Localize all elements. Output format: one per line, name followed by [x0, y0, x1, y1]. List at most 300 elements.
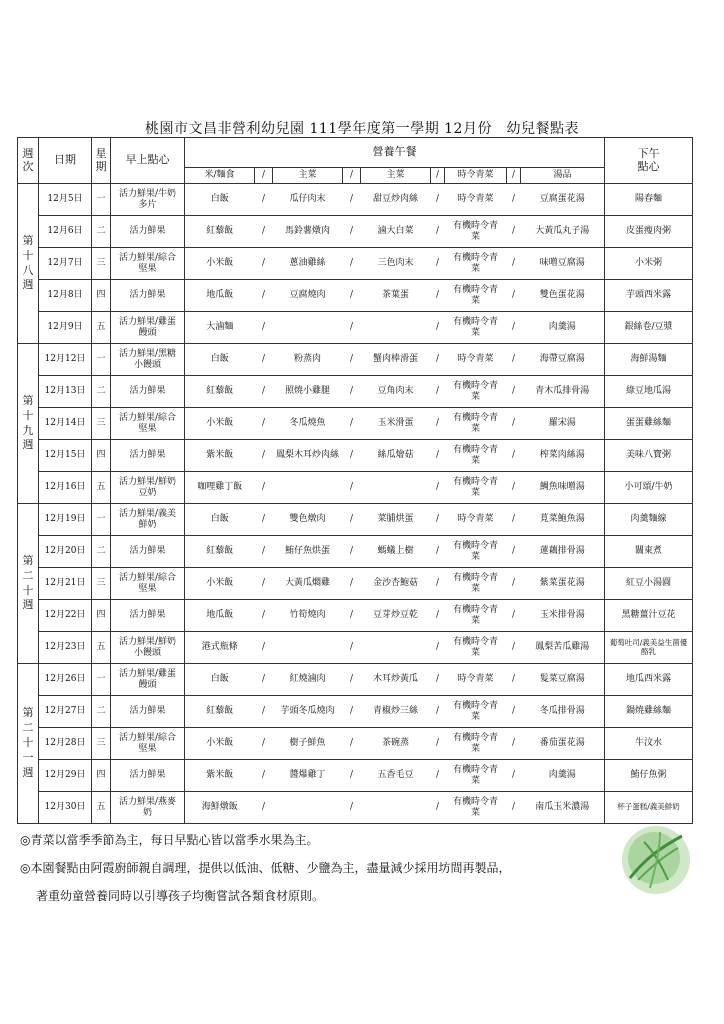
staple-cell: 咖哩雞丁飯	[185, 472, 255, 504]
morning-snack-cell: 活力鮮果	[111, 696, 185, 728]
weekday-cell: 二	[92, 536, 111, 568]
afternoon-snack-cell: 鮪仔魚粥	[605, 760, 693, 792]
staple-cell: 小米飯	[185, 568, 255, 600]
main2-cell: 茶葉蛋	[361, 280, 431, 312]
slash-separator: /	[343, 440, 361, 472]
slash-separator: /	[507, 728, 521, 760]
main1-cell: 雙色燉肉	[273, 504, 343, 536]
slash-separator: /	[431, 312, 445, 344]
main2-cell: 青椒炒三絲	[361, 696, 431, 728]
slash-separator: /	[255, 216, 273, 248]
main1-cell: 馬鈴薯燉肉	[273, 216, 343, 248]
slash-separator: /	[507, 408, 521, 440]
afternoon-snack-cell: 美味八寶粥	[605, 440, 693, 472]
soup-cell: 髮菜豆腐湯	[521, 664, 605, 696]
weekday-cell: 五	[92, 472, 111, 504]
main2-header: 主菜	[361, 168, 431, 184]
table-row	[18, 664, 693, 696]
soup-cell: 羅宋湯	[521, 408, 605, 440]
soup-cell: 紫菜蛋花湯	[521, 568, 605, 600]
date-cell: 12月30日	[39, 792, 92, 824]
page-title: 桃園市文昌非營利幼兒園 111學年度第一學期 12月份 幼兒餐點表	[145, 121, 579, 137]
soup-cell: 肉羹湯	[521, 312, 605, 344]
slash-separator: /	[507, 440, 521, 472]
morning-snack-cell: 活力鮮果	[111, 376, 185, 408]
veg-cell: 時令青菜	[445, 184, 507, 216]
morning-snack-cell: 活力鮮果/義美鮮奶	[111, 504, 185, 536]
veg-cell: 有機時令青菜	[445, 536, 507, 568]
slash-separator: /	[507, 568, 521, 600]
table-row	[18, 536, 693, 568]
afternoon-snack-cell: 小米粥	[605, 248, 693, 280]
veg-cell: 有機時令青菜	[445, 632, 507, 664]
veg-cell: 有機時令青菜	[445, 248, 507, 280]
weekday-cell: 三	[92, 248, 111, 280]
morning-snack-cell: 活力鮮果/燕麥奶	[111, 792, 185, 824]
veg-cell: 有機時令青菜	[445, 312, 507, 344]
main2-cell: 菜脯烘蛋	[361, 504, 431, 536]
afternoon-snack-cell: 牛汶水	[605, 728, 693, 760]
afternoon-snack-cell: 地瓜西米露	[605, 664, 693, 696]
slash-separator: /	[255, 408, 273, 440]
morning-snack-cell: 活力鮮果	[111, 280, 185, 312]
weekday-cell: 三	[92, 568, 111, 600]
slash-separator: /	[431, 792, 445, 824]
soup-cell: 冬瓜排骨湯	[521, 696, 605, 728]
slash-separator: /	[507, 344, 521, 376]
slash-separator: /	[507, 792, 521, 824]
main2-cell	[361, 472, 431, 504]
date-cell: 12月13日	[39, 376, 92, 408]
slash-separator: /	[343, 664, 361, 696]
slash-separator: /	[255, 696, 273, 728]
slash-separator: /	[255, 168, 273, 184]
slash-separator: /	[507, 504, 521, 536]
slash-separator: /	[507, 600, 521, 632]
slash-separator: /	[431, 216, 445, 248]
afternoon-snack-cell: 杯子蛋糕/義美鮮奶	[605, 792, 693, 824]
main2-cell: 木耳炒黃瓜	[361, 664, 431, 696]
slash-separator: /	[431, 632, 445, 664]
date-cell: 12月15日	[39, 440, 92, 472]
table-row	[18, 632, 693, 664]
slash-separator: /	[507, 664, 521, 696]
slash-separator: /	[343, 312, 361, 344]
weekday-cell: 四	[92, 280, 111, 312]
soup-cell: 玉米排骨湯	[521, 600, 605, 632]
weekday-cell: 一	[92, 664, 111, 696]
slash-separator: /	[507, 536, 521, 568]
staple-cell: 大滷麵	[185, 312, 255, 344]
veg-cell: 有機時令青菜	[445, 600, 507, 632]
date-cell: 12月26日	[39, 664, 92, 696]
morning-snack-cell: 活力鮮果/黑糖小饅頭	[111, 344, 185, 376]
date-header: 日期	[39, 138, 92, 184]
morning-snack-cell: 活力鮮果/雞蛋饅頭	[111, 664, 185, 696]
slash-separator: /	[507, 216, 521, 248]
soup-header: 湯品	[521, 168, 605, 184]
slash-separator: /	[255, 568, 273, 600]
soup-cell: 肉羹湯	[521, 760, 605, 792]
slash-separator: /	[431, 600, 445, 632]
date-cell: 12月20日	[39, 536, 92, 568]
slash-separator: /	[343, 280, 361, 312]
afternoon-snack-cell: 肉羹麵線	[605, 504, 693, 536]
slash-separator: /	[431, 568, 445, 600]
morning-snack-cell: 活力鮮果/牛奶多片	[111, 184, 185, 216]
main2-cell	[361, 792, 431, 824]
slash-separator: /	[431, 504, 445, 536]
weekday-cell: 三	[92, 408, 111, 440]
main2-cell	[361, 632, 431, 664]
morning-snack-cell: 活力鮮果	[111, 760, 185, 792]
main1-cell	[273, 472, 343, 504]
slash-separator: /	[343, 696, 361, 728]
slash-separator: /	[507, 280, 521, 312]
soup-cell: 番茄蛋花湯	[521, 728, 605, 760]
afternoon-snack-cell: 紅豆小湯圓	[605, 568, 693, 600]
table-row	[18, 472, 693, 504]
week-label: 第十九週	[18, 344, 39, 504]
table-row	[18, 344, 693, 376]
slash-separator: /	[507, 312, 521, 344]
morning-snack-cell: 活力鮮果/鮮奶小饅頭	[111, 632, 185, 664]
main2-cell: 絲瓜燴菇	[361, 440, 431, 472]
veg-cell: 時令青菜	[445, 344, 507, 376]
date-cell: 12月14日	[39, 408, 92, 440]
slash-separator: /	[255, 440, 273, 472]
weekday-cell: 四	[92, 760, 111, 792]
soup-cell: 莧菜鮑魚湯	[521, 504, 605, 536]
table-row	[18, 696, 693, 728]
afternoon-snack-cell: 黑糖薑汁豆花	[605, 600, 693, 632]
veg-cell: 有機時令青菜	[445, 472, 507, 504]
table-row	[18, 728, 693, 760]
weekday-cell: 一	[92, 184, 111, 216]
slash-separator: /	[343, 504, 361, 536]
morning-snack-header: 早上點心	[111, 138, 185, 184]
date-cell: 12月29日	[39, 760, 92, 792]
staple-cell: 小米飯	[185, 248, 255, 280]
menu-table	[17, 137, 693, 824]
afternoon-snack-cell: 蛋蛋雞絲麵	[605, 408, 693, 440]
date-cell: 12月28日	[39, 728, 92, 760]
slash-separator: /	[431, 248, 445, 280]
weekday-cell: 四	[92, 600, 111, 632]
main1-cell: 照燒小雞腿	[273, 376, 343, 408]
soup-cell: 鳳梨苦瓜雞湯	[521, 632, 605, 664]
main1-cell: 醬爆雞丁	[273, 760, 343, 792]
main1-cell: 紅燒滷肉	[273, 664, 343, 696]
soup-cell: 雙色蛋花湯	[521, 280, 605, 312]
slash-separator: /	[507, 632, 521, 664]
slash-separator: /	[507, 760, 521, 792]
morning-snack-cell: 活力鮮果/雞蛋饅頭	[111, 312, 185, 344]
date-cell: 12月16日	[39, 472, 92, 504]
green-leaf-logo	[616, 818, 696, 898]
slash-separator: /	[431, 184, 445, 216]
slash-separator: /	[255, 472, 273, 504]
slash-separator: /	[255, 664, 273, 696]
afternoon-snack-cell: 銀絲卷/豆漿	[605, 312, 693, 344]
slash-separator: /	[343, 536, 361, 568]
slash-separator: /	[343, 184, 361, 216]
staple-cell: 白飯	[185, 344, 255, 376]
slash-separator: /	[255, 344, 273, 376]
weekday-header: 星期	[92, 138, 111, 184]
slash-separator: /	[255, 632, 273, 664]
slash-separator: /	[507, 472, 521, 504]
main1-cell	[273, 312, 343, 344]
note-2: ◎本園餐點由阿霞廚師親自調理，提供以低油、低糖、少鹽為主，盡量減少採用坊間再製品，	[20, 861, 511, 875]
veg-cell: 時令青菜	[445, 664, 507, 696]
slash-separator: /	[431, 168, 445, 184]
morning-snack-cell: 活力鮮果/綜合堅果	[111, 568, 185, 600]
main1-cell: 冬瓜燒魚	[273, 408, 343, 440]
staple-cell: 紅藜飯	[185, 696, 255, 728]
soup-cell: 海帶豆腐湯	[521, 344, 605, 376]
weekday-cell: 五	[92, 792, 111, 824]
table-row	[18, 376, 693, 408]
afternoon-snack-cell: 綠豆地瓜湯	[605, 376, 693, 408]
weekday-cell: 五	[92, 312, 111, 344]
veg-cell: 有機時令青菜	[445, 440, 507, 472]
slash-separator: /	[431, 760, 445, 792]
slash-separator: /	[507, 184, 521, 216]
date-cell: 12月22日	[39, 600, 92, 632]
slash-separator: /	[431, 408, 445, 440]
slash-separator: /	[255, 536, 273, 568]
slash-separator: /	[343, 248, 361, 280]
date-cell: 12月7日	[39, 248, 92, 280]
veg-cell: 有機時令青菜	[445, 376, 507, 408]
main1-cell: 鮪仔魚烘蛋	[273, 536, 343, 568]
table-row	[18, 440, 693, 472]
main1-header: 主菜	[273, 168, 343, 184]
slash-separator: /	[255, 280, 273, 312]
veg-cell: 時令青菜	[445, 504, 507, 536]
slash-separator: /	[255, 248, 273, 280]
main1-cell: 竹筍燒肉	[273, 600, 343, 632]
main2-cell: 滷大白菜	[361, 216, 431, 248]
slash-separator: /	[431, 280, 445, 312]
afternoon-snack-cell: 鍋燒雞絲麵	[605, 696, 693, 728]
morning-snack-cell: 活力鮮果/鮮奶豆奶	[111, 472, 185, 504]
date-cell: 12月19日	[39, 504, 92, 536]
table-row	[18, 184, 693, 216]
slash-separator: /	[343, 600, 361, 632]
soup-cell: 鯛魚味噌湯	[521, 472, 605, 504]
morning-snack-cell: 活力鮮果/綜合堅果	[111, 408, 185, 440]
slash-separator: /	[343, 760, 361, 792]
date-cell: 12月21日	[39, 568, 92, 600]
weekday-cell: 四	[92, 440, 111, 472]
note-1: ◎青菜以當季季節為主，每日早點心皆以當季水果為主。	[20, 833, 319, 847]
staple-cell: 港式瓶條	[185, 632, 255, 664]
week-label: 第十八週	[18, 184, 39, 344]
afternoon-snack-cell: 皮蛋瘦肉粥	[605, 216, 693, 248]
main2-cell: 豆芽炒豆乾	[361, 600, 431, 632]
veg-cell: 有機時令青菜	[445, 216, 507, 248]
slash-separator: /	[343, 408, 361, 440]
staple-cell: 紅藜飯	[185, 216, 255, 248]
soup-cell: 青木瓜排骨湯	[521, 376, 605, 408]
slash-separator: /	[431, 472, 445, 504]
main1-cell: 粉蒸肉	[273, 344, 343, 376]
main1-cell: 豆腐燒肉	[273, 280, 343, 312]
staple-cell: 白飯	[185, 184, 255, 216]
slash-separator: /	[255, 728, 273, 760]
main2-cell: 金沙杏鮑菇	[361, 568, 431, 600]
date-cell: 12月8日	[39, 280, 92, 312]
week-label: 第二十一週	[18, 664, 39, 824]
table-row	[18, 600, 693, 632]
morning-snack-cell: 活力鮮果	[111, 600, 185, 632]
main1-cell: 樹子鮮魚	[273, 728, 343, 760]
staple-cell: 紫米飯	[185, 760, 255, 792]
slash-separator: /	[343, 792, 361, 824]
weekday-cell: 五	[92, 632, 111, 664]
date-cell: 12月12日	[39, 344, 92, 376]
main2-cell: 蟹肉棒滑蛋	[361, 344, 431, 376]
soup-cell: 大黃瓜丸子湯	[521, 216, 605, 248]
slash-separator: /	[343, 344, 361, 376]
afternoon-snack-header: 下午點心	[605, 138, 693, 184]
soup-cell: 蓮藕排骨湯	[521, 536, 605, 568]
veg-header: 時令青菜	[445, 168, 507, 184]
table-row	[18, 504, 693, 536]
lunch-header: 營養午餐	[185, 138, 605, 168]
main2-cell: 玉米滑蛋	[361, 408, 431, 440]
main2-cell: 豆角肉末	[361, 376, 431, 408]
main2-cell	[361, 312, 431, 344]
main1-cell: 芋頭冬瓜燒肉	[273, 696, 343, 728]
veg-cell: 有機時令青菜	[445, 696, 507, 728]
slash-separator: /	[431, 344, 445, 376]
weekday-cell: 一	[92, 504, 111, 536]
slash-separator: /	[343, 568, 361, 600]
slash-separator: /	[431, 728, 445, 760]
main1-cell: 大黃瓜燜雞	[273, 568, 343, 600]
soup-cell: 榨菜肉絲湯	[521, 440, 605, 472]
main1-cell	[273, 632, 343, 664]
soup-cell: 南瓜玉米濃湯	[521, 792, 605, 824]
table-row	[18, 568, 693, 600]
slash-separator: /	[431, 696, 445, 728]
main1-cell: 瓜仔肉末	[273, 184, 343, 216]
veg-cell: 有機時令青菜	[445, 568, 507, 600]
slash-separator: /	[255, 184, 273, 216]
table-row	[18, 792, 693, 824]
soup-cell: 味噌豆腐湯	[521, 248, 605, 280]
veg-cell: 有機時令青菜	[445, 728, 507, 760]
slash-separator: /	[431, 664, 445, 696]
staple-cell: 紅藜飯	[185, 536, 255, 568]
main2-cell: 三色肉末	[361, 248, 431, 280]
note-3: 著重幼童營養同時以引導孩子均衡嘗試各類食材原則。	[36, 889, 325, 903]
veg-cell: 有機時令青菜	[445, 792, 507, 824]
afternoon-snack-cell: 關東煮	[605, 536, 693, 568]
morning-snack-cell: 活力鮮果/綜合堅果	[111, 728, 185, 760]
veg-cell: 有機時令青菜	[445, 280, 507, 312]
weekday-cell: 二	[92, 696, 111, 728]
slash-separator: /	[255, 600, 273, 632]
slash-separator: /	[507, 376, 521, 408]
staple-cell: 紅藜飯	[185, 376, 255, 408]
table-row	[18, 408, 693, 440]
afternoon-snack-cell: 芋頭西米露	[605, 280, 693, 312]
slash-separator: /	[255, 376, 273, 408]
slash-separator: /	[255, 792, 273, 824]
table-row	[18, 760, 693, 792]
main1-cell	[273, 792, 343, 824]
staple-cell: 紫米飯	[185, 440, 255, 472]
table-row	[18, 248, 693, 280]
date-cell: 12月23日	[39, 632, 92, 664]
morning-snack-cell: 活力鮮果	[111, 440, 185, 472]
date-cell: 12月27日	[39, 696, 92, 728]
slash-separator: /	[343, 472, 361, 504]
week-header: 週次	[18, 138, 39, 184]
staple-cell: 小米飯	[185, 408, 255, 440]
main2-cell: 甜豆炒肉絲	[361, 184, 431, 216]
week-label: 第二十週	[18, 504, 39, 664]
staple-cell: 地瓜飯	[185, 280, 255, 312]
weekday-cell: 三	[92, 728, 111, 760]
morning-snack-cell: 活力鮮果	[111, 536, 185, 568]
weekday-cell: 二	[92, 216, 111, 248]
slash-separator: /	[507, 696, 521, 728]
main2-cell: 五香毛豆	[361, 760, 431, 792]
veg-cell: 有機時令青菜	[445, 760, 507, 792]
date-cell: 12月9日	[39, 312, 92, 344]
table-row	[18, 216, 693, 248]
slash-separator: /	[507, 248, 521, 280]
afternoon-snack-cell: 陽春麵	[605, 184, 693, 216]
main2-cell: 茶碗蒸	[361, 728, 431, 760]
main2-cell: 螞蟻上樹	[361, 536, 431, 568]
main1-cell: 鳳梨木耳炒肉絲	[273, 440, 343, 472]
slash-separator: /	[343, 376, 361, 408]
veg-cell: 有機時令青菜	[445, 408, 507, 440]
slash-separator: /	[507, 168, 521, 184]
table-row	[18, 280, 693, 312]
slash-separator: /	[343, 728, 361, 760]
slash-separator: /	[343, 632, 361, 664]
slash-separator: /	[431, 440, 445, 472]
staple-cell: 海鮮燉飯	[185, 792, 255, 824]
date-cell: 12月6日	[39, 216, 92, 248]
date-cell: 12月5日	[39, 184, 92, 216]
slash-separator: /	[255, 504, 273, 536]
staple-header: 米/麵食	[185, 168, 255, 184]
slash-separator: /	[431, 536, 445, 568]
staple-cell: 小米飯	[185, 728, 255, 760]
afternoon-snack-cell: 小可頌/牛奶	[605, 472, 693, 504]
slash-separator: /	[255, 312, 273, 344]
afternoon-snack-cell: 海鮮湯麵	[605, 344, 693, 376]
slash-separator: /	[255, 760, 273, 792]
notes	[20, 826, 700, 910]
staple-cell: 白飯	[185, 664, 255, 696]
weekday-cell: 二	[92, 376, 111, 408]
main1-cell: 蔥油雞絲	[273, 248, 343, 280]
weekday-cell: 一	[92, 344, 111, 376]
table-row	[18, 312, 693, 344]
slash-separator: /	[343, 216, 361, 248]
slash-separator: /	[343, 168, 361, 184]
soup-cell: 豆腐蛋花湯	[521, 184, 605, 216]
